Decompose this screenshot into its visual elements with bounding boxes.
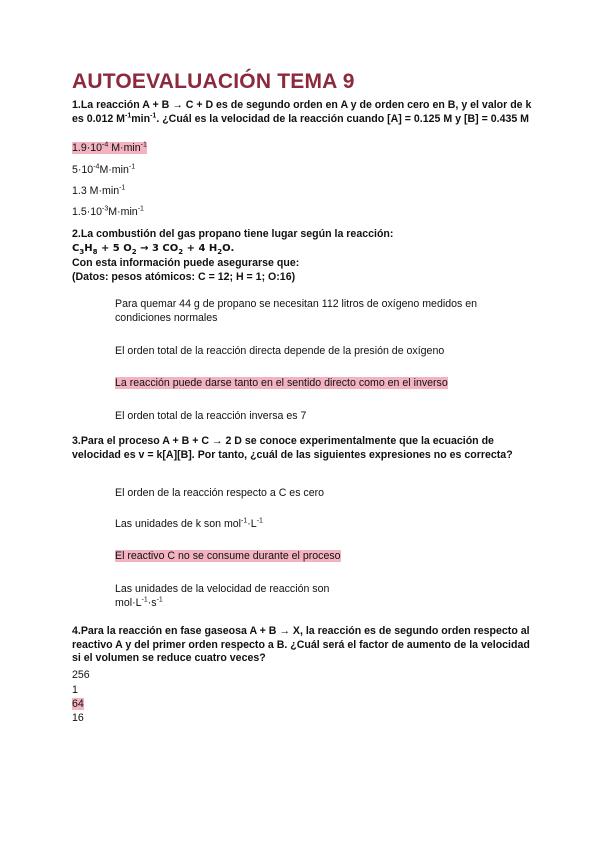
superscript: -3 (102, 205, 109, 213)
option-text: 1.5·10 (72, 206, 103, 218)
superscript: -1 (137, 205, 144, 213)
option-text: 1.3 M·min (72, 185, 120, 197)
option-text: La reacción puede darse tanto en el sentido directo como en el inverso (115, 377, 448, 389)
q1-option-4[interactable] (72, 206, 144, 220)
q3-option-2[interactable] (115, 518, 515, 532)
eq-part: + 4 H (183, 243, 218, 254)
option-text: mol·L (115, 596, 142, 609)
q3-option-3[interactable] (115, 550, 515, 564)
superscript: -1 (140, 141, 147, 149)
subscript: 2 (217, 248, 223, 256)
eq-part: + 5 O (97, 243, 132, 254)
option-unit: M·min (108, 206, 138, 218)
subscript: 2 (131, 248, 137, 256)
q4-option-3[interactable] (72, 698, 84, 712)
superscript: -1 (156, 595, 163, 603)
superscript: -1 (125, 111, 132, 119)
option-text: 64 (72, 698, 84, 710)
q1-option-2[interactable] (72, 164, 135, 178)
question-4: 4.Para la reacción en fase gaseosa A + B → X, la reacción es de segundo orden respecto al reactivo A y del primer orden respecto a B. ¿Cuál será el factor de aumento de la velocidad si el volumen se reduce cuatro veces? (72, 625, 530, 664)
option-text: Las unidades de la velocidad de reacción son (115, 583, 330, 595)
superscript: -1 (141, 595, 148, 603)
question-2-line-3: Con esta información puede asegurarse que: (72, 257, 300, 269)
question-1-text-b: min (131, 112, 151, 125)
option-text: Las unidades de k son mol (115, 518, 242, 530)
q4-option-4[interactable]: 16 (72, 712, 84, 724)
q3-option-1[interactable]: El orden de la reacción respecto a C es cero (115, 487, 325, 499)
superscript: -1 (241, 517, 248, 525)
option-unit: M·min (111, 142, 141, 154)
q4-option-2[interactable]: 1 (72, 684, 78, 696)
q2-option-2[interactable]: El orden total de la reacción directa depende de la presión de oxígeno (115, 345, 445, 357)
eq-part: H (84, 243, 93, 254)
superscript: -1 (256, 517, 263, 525)
question-1-text-a: 1.La reacción A + B → C + D es de segundo orden en A y de orden cero en B, y el valor de k es 0.012 M (72, 99, 532, 125)
subscript: 2 (178, 248, 184, 256)
option-text: 1.9·10 (72, 142, 103, 154)
superscript: -1 (119, 184, 126, 192)
option-unit: M·min (99, 164, 129, 176)
question-1 (72, 99, 534, 126)
question-2-line-1: 2.La combustión del gas propano tiene lugar según la reacción: (72, 228, 394, 240)
subscript: 3 (79, 248, 85, 256)
q2-option-3[interactable] (115, 377, 515, 391)
q1-option-3[interactable] (72, 185, 125, 199)
q2-option-1[interactable]: Para quemar 44 g de propano se necesitan 112 litros de oxígeno medidos en condiciones normales (115, 298, 477, 324)
question-2-equation (72, 242, 534, 256)
question-2-line-4: (Datos: pesos atómicos: C = 12; H = 1; O:16) (72, 271, 296, 283)
option-text: 5·10 (72, 164, 94, 176)
q4-option-1[interactable]: 256 (72, 669, 90, 681)
question-3: 3.Para el proceso A + B + C → 2 D se conoce experimentalmente que la ecuación de velocidad es v = k[A][B]. Por tanto, ¿cuál de las siguientes expresiones no es correcta? (72, 435, 513, 461)
option-text: ·s (147, 596, 157, 609)
option-text: ·L (247, 518, 257, 530)
subscript: 8 (92, 248, 98, 256)
superscript: -4 (102, 141, 109, 149)
eq-part: → 3 CO (136, 243, 179, 254)
superscript: -1 (128, 163, 136, 171)
q3-option-4[interactable] (115, 583, 515, 610)
option-text: El reactivo C no se consume durante el proceso (115, 550, 341, 562)
question-1-text-c: . ¿Cuál es la velocidad de la reacción cuando [A] = 0.125 M y [B] = 0.435 M (156, 112, 530, 125)
superscript: -1 (150, 111, 157, 119)
q2-option-4[interactable]: El orden total de la reacción inversa es 7 (115, 410, 307, 422)
page-title: AUTOEVALUACIÓN TEMA 9 (72, 70, 355, 93)
superscript: -4 (93, 163, 100, 171)
q1-option-1[interactable] (72, 142, 147, 156)
eq-part: C (72, 243, 80, 254)
eq-part: O. (222, 243, 235, 254)
